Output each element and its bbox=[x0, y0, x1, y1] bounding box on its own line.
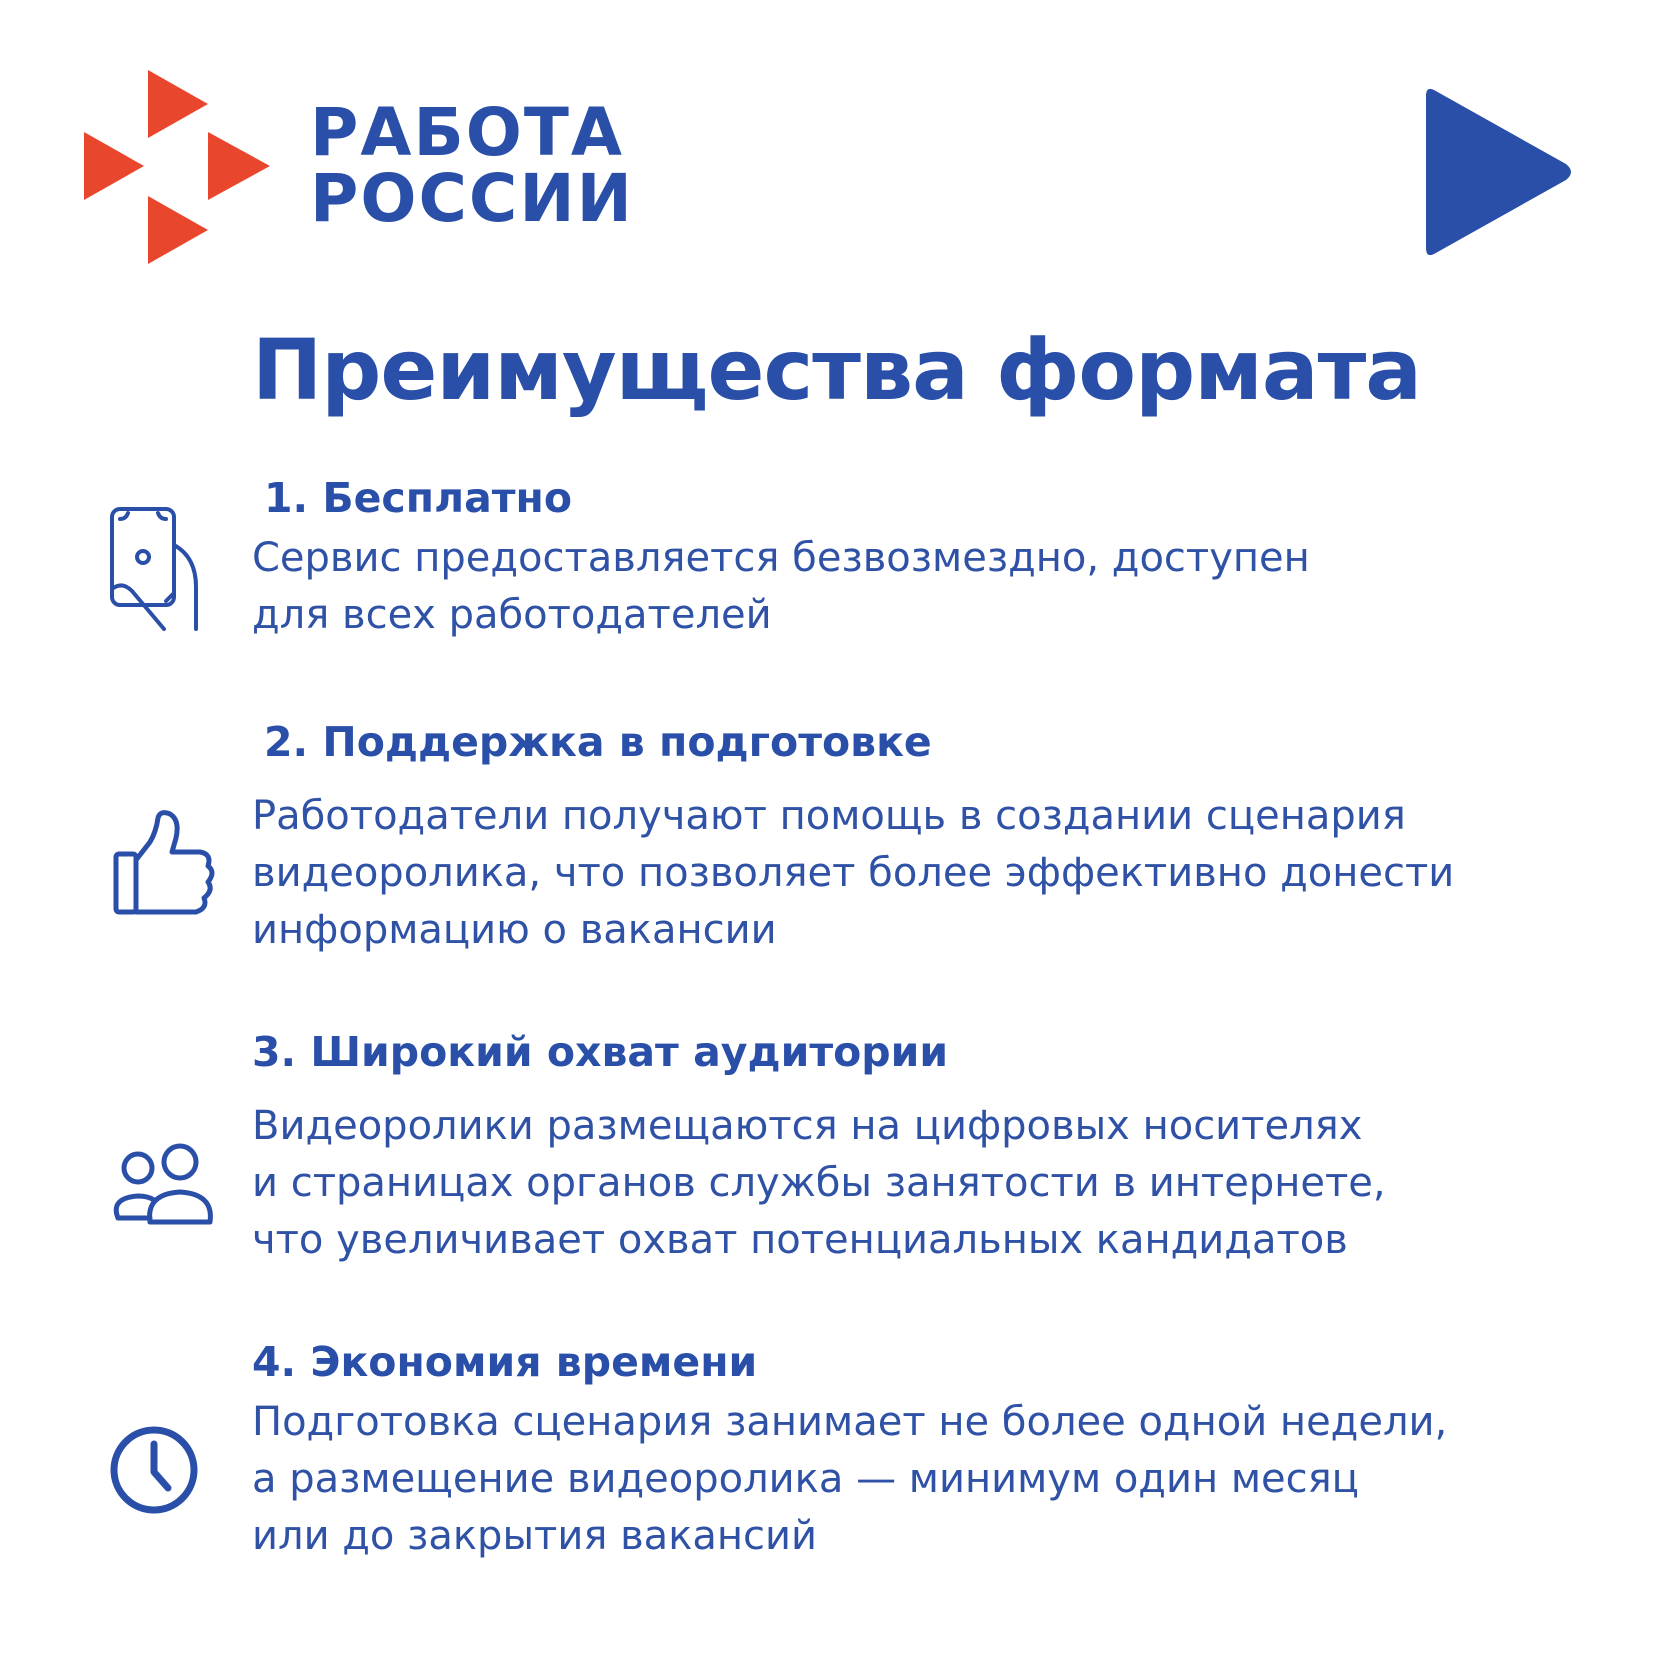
brand-name-line1: РАБОТА bbox=[310, 94, 624, 171]
item-line: или до закрытия вакансий bbox=[252, 1513, 817, 1559]
clock-icon bbox=[100, 1420, 220, 1550]
item-heading-time: 4. Экономия времени bbox=[252, 1338, 758, 1386]
item-line: информацию о вакансии bbox=[252, 907, 777, 953]
hand-with-money-icon bbox=[100, 505, 220, 635]
item-line: а размещение видеоролика — минимум один месяц bbox=[252, 1456, 1359, 1502]
item-body-time bbox=[252, 1394, 1447, 1565]
item-body-free bbox=[252, 530, 1310, 644]
item-body-reach bbox=[252, 1098, 1386, 1269]
item-heading-support: 2. Поддержка в подготовке bbox=[264, 718, 932, 766]
item-body-support bbox=[252, 788, 1454, 959]
item-line: Сервис предоставляется безвозмездно, доступен bbox=[252, 535, 1310, 581]
thumbs-up-icon bbox=[100, 808, 220, 938]
item-line: что увеличивает охват потенциальных кандидатов bbox=[252, 1217, 1348, 1263]
item-line: Видеоролики размещаются на цифровых носителях bbox=[252, 1103, 1363, 1149]
page-title: Преимущества формата bbox=[252, 321, 1421, 419]
item-heading-free: 1. Бесплатно bbox=[264, 474, 573, 522]
item-heading-reach: 3. Широкий охват аудитории bbox=[252, 1028, 949, 1076]
item-line: для всех работодателей bbox=[252, 592, 772, 638]
brand-name-line2: РОССИИ bbox=[310, 160, 634, 237]
item-line: видеоролика, что позволяет более эффективно донести bbox=[252, 850, 1455, 896]
item-line: Работодатели получают помощь в создании сценария bbox=[252, 793, 1406, 839]
logo-mark-icon bbox=[84, 70, 274, 270]
brand-name bbox=[310, 94, 634, 237]
item-line: и страницах органов службы занятости в интернете, bbox=[252, 1160, 1386, 1206]
item-line: Подготовка сценария занимает не более одной недели, bbox=[252, 1399, 1448, 1445]
play-triangle-icon bbox=[1420, 82, 1580, 262]
users-icon bbox=[100, 1140, 220, 1270]
